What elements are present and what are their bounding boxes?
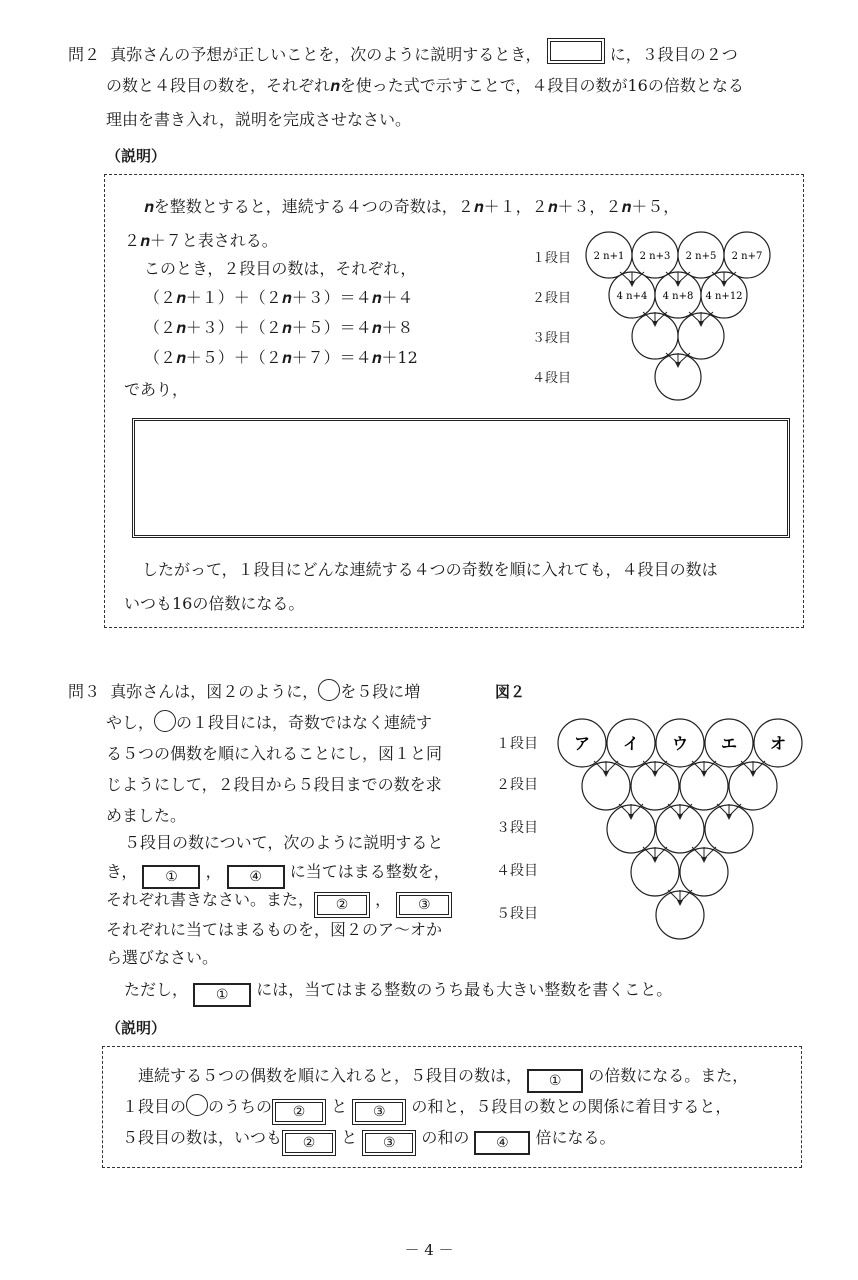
- q3-blank-2: ②: [314, 892, 370, 918]
- q3-line2: やし， の１段目には，奇数ではなく連続す: [106, 709, 432, 737]
- q3-line11: ただし， ① には，当てはまる整数のうち最も大きい整数を書くこと。: [124, 976, 672, 1007]
- q3-box-line1: 連続する５つの偶数を順に入れると，５段目の数は， ① の倍数になる。また，: [138, 1062, 748, 1093]
- q3-blank-1: ①: [142, 865, 200, 889]
- figure2-label: 図２: [495, 683, 526, 701]
- q3-blank-3: ③: [396, 892, 452, 918]
- q3-label: 問３: [68, 682, 101, 701]
- q3-blank-1-note: ①: [193, 983, 251, 1007]
- q2-r2-label-1: 4 n+4: [616, 291, 648, 302]
- circle-symbol: [186, 1094, 208, 1116]
- q2-box-line-after: であり，: [124, 380, 189, 399]
- q3-line8: それぞれ書きなさい。また， ② ， ③: [106, 886, 452, 918]
- q2-r2-label-2: 4 n+8: [662, 291, 694, 302]
- q3-line7: き， ① ， ④ に当てはまる整数を，: [106, 858, 450, 889]
- q3-explanation-label: （説明）: [106, 1019, 167, 1037]
- q2-conclusion-1: したがって，１段目にどんな連続する４つの奇数を順に入れても，４段目の数は: [142, 560, 718, 579]
- q3-line6: ５段目の数について，次のように説明すると: [124, 833, 444, 852]
- q2-blank-box: [547, 38, 605, 64]
- q2-box-line1: 𝒏を整数とすると，連続する４つの奇数は，２𝒏＋１，２𝒏＋３，２𝒏＋５，: [144, 197, 680, 216]
- circle-symbol: [318, 679, 340, 701]
- q3-line10: ら選びなさい。: [106, 948, 219, 967]
- q3-box-blank-1: ①: [527, 1069, 583, 1093]
- q3-line5: めました。: [106, 806, 187, 825]
- q3-line1: 問３ 真弥さんは，図２のように， を５段に増: [68, 678, 420, 706]
- q2-eq2: （２𝒏＋３）＋（２𝒏＋５）＝４𝒏＋８: [144, 318, 414, 337]
- q3-level-5: ５段目: [496, 906, 538, 922]
- q3-line9: それぞれに当てはまるものを，図２のア～オか: [106, 920, 443, 939]
- q2-level-3: ３段目: [532, 331, 572, 346]
- q2-line1: 問２ 真弥さんの予想が正しいことを，次のように説明するとき， に，３段目の２つ: [68, 38, 738, 69]
- q2-r1-label-4: 2 n+7: [731, 251, 763, 262]
- q3-level-4: ４段目: [496, 863, 538, 879]
- q2-r1-label-3: 2 n+5: [685, 251, 717, 262]
- fig2-label-e: エ: [720, 734, 738, 753]
- q3-box-blank-4: ④: [474, 1131, 530, 1155]
- q2-triangle-diagram: [580, 228, 780, 408]
- q3-box-blank-3b: ③: [362, 1130, 416, 1156]
- q2-box-line2: ２𝒏＋７と表される。: [124, 231, 278, 250]
- q3-box-blank-2: ②: [272, 1099, 326, 1125]
- q3-box-blank-3: ③: [352, 1099, 406, 1125]
- q3-level-3: ３段目: [496, 820, 538, 836]
- q2-label: 問２: [68, 45, 101, 64]
- q2-eq3: （２𝒏＋５）＋（２𝒏＋７）＝４𝒏＋12: [144, 348, 418, 367]
- q3-level-1: １段目: [496, 736, 538, 752]
- q2-r1-label-1: 2 n+1: [593, 251, 625, 262]
- q2-level-1: １段目: [532, 251, 572, 266]
- q3-box-line3: ５段目の数は，いつも ② と ③ の和の ④ 倍になる。: [122, 1124, 616, 1156]
- q2-level-2: ２段目: [532, 291, 572, 306]
- q2-box-line3: このとき，２段目の数は，それぞれ，: [144, 259, 417, 278]
- page-number: － 4 －: [404, 1241, 454, 1259]
- q2-answer-box[interactable]: [132, 418, 790, 538]
- q2-level-4: ４段目: [532, 371, 572, 386]
- q3-line4: じようにして，２段目から５段目までの数を求: [106, 775, 442, 794]
- circle-symbol: [154, 710, 176, 732]
- fig2-label-a: ア: [573, 734, 591, 753]
- q3-box-line2: １段目の のうちの ② と ③ の和と，５段目の数との関係に着目すると，: [122, 1093, 731, 1125]
- q2-line3: 理由を書き入れ，説明を完成させなさい。: [106, 110, 411, 129]
- q2-eq1: （２𝒏＋１）＋（２𝒏＋３）＝４𝒏＋４: [144, 288, 414, 307]
- q3-blank-4: ④: [227, 865, 285, 889]
- fig2-label-u: ウ: [671, 734, 689, 753]
- q2-explanation-label: （説明）: [106, 147, 167, 165]
- q3-box-blank-2b: ②: [282, 1130, 336, 1156]
- q3-level-2: ２段目: [496, 777, 538, 793]
- q2-conclusion-2: いつも16の倍数になる。: [124, 594, 305, 613]
- figure2-triangle-diagram: [555, 715, 805, 945]
- fig2-label-i: イ: [622, 734, 640, 753]
- fig2-label-o: オ: [769, 734, 787, 753]
- q2-r2-label-3: 4 n+12: [705, 291, 743, 302]
- q3-line3: る５つの偶数を順に入れることにし，図１と同: [106, 744, 443, 763]
- q2-r1-label-2: 2 n+3: [639, 251, 671, 262]
- q2-line2: の数と４段目の数を，それぞれ𝒏を使った式で示すことで，４段目の数が16の倍数となる: [106, 76, 744, 95]
